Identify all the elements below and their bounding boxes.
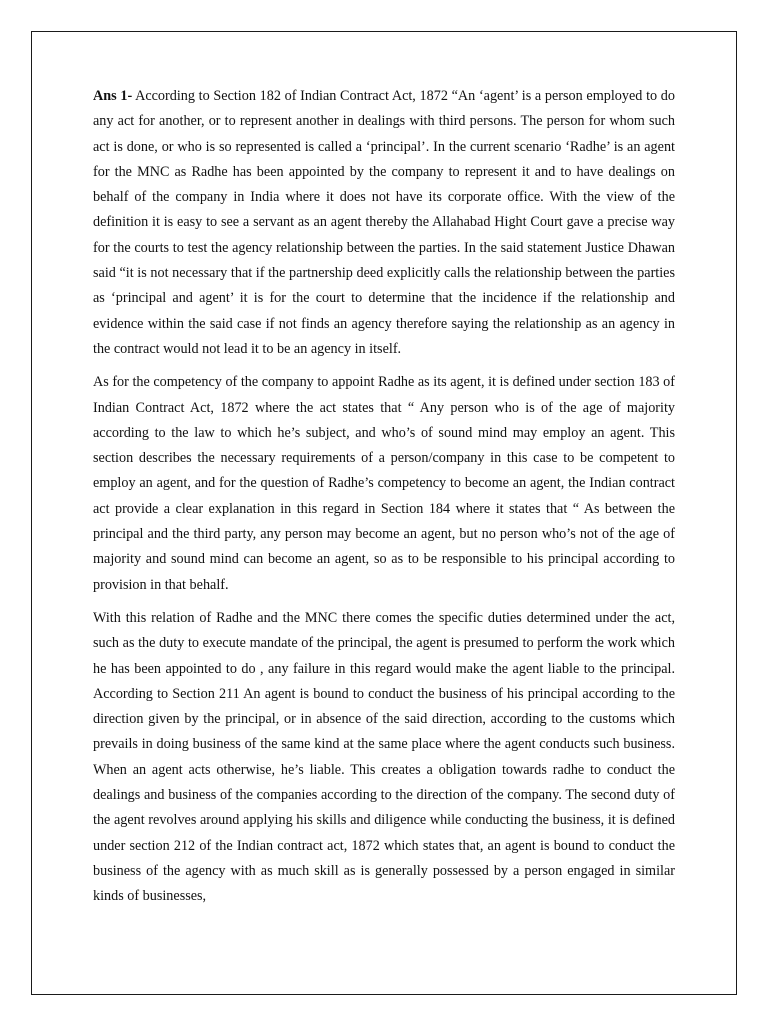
paragraph-answer-intro xyxy=(93,84,675,362)
paragraph-competency: As for the competency of the company to appoint Radhe as its agent, it is defined under section 183 of Indian Contract Act, 1872 where the act states that “ Any person who is of the age of majority according to the law to which he’s subject, and who’s of sound mind may employ an agent. This section describes the necessary requirements of a person/company in this case to be competent to employ an agent, and for the question of Radhe’s competency to become an agent, the Indian contract act provide a clear explanation in this regard in Section 184 where it states that “ As between the principal and the third party, any person may become an agent, but no person who’s not of the age of majority and sound mind can become an agent, so as to be responsible to his principal according to provision in that behalf. xyxy=(93,374,675,593)
answer-label: Ans 1- xyxy=(93,88,133,104)
paragraph-1-text: According to Section 182 of Indian Contract Act, 1872 “An ‘agent’ is a person employed to do any act for another, or to represent another in dealings with third persons. The person for whom such act is done, or who is so represented is called a ‘principal’. In the current scenario ‘Radhe’ is an agent for the MNC as Radhe has been appointed by the company to represent it and to have dealings on behalf of the company in India where it does not have its corporate office. With the view of the definition it is easy to see a servant as an agent thereby the Allahabad Hight Court gave a precise way for the courts to test the agency relationship between the parties. In the said statement Justice Dhawan said “it is not necessary that if the partnership deed explicitly calls the relationship between the parties as ‘principal and agent’ it is for the court to determine that the incidence if the relationship and evidence within the said case if not finds an agency therefore saying the relationship as an agency in the contract would not lead it to be an agency in itself. xyxy=(93,88,675,357)
paragraph-duties: With this relation of Radhe and the MNC there comes the specific duties determined under the act, such as the duty to execute mandate of the principal, the agent is presumed to perform the work which he has been appointed to do , any failure in this regard would make the agent liable to the principal. According to Section 211 An agent is bound to conduct the business of his principal according to the direction given by the principal, or in absence of the said direction, according to the customs which prevails in doing business of the same kind at the same place where the agent conducts such business. When an agent acts otherwise, he’s liable. This creates a obligation towards radhe to conduct the dealings and business of the companies according to the direction of the company. The second duty of the agent revolves around applying his skills and diligence while conducting the business, it is defined under section 212 of the Indian contract act, 1872 which states that, an agent is bound to conduct the business of the agency with as much skill as is generally possessed by a person engaged in similar kinds of businesses, xyxy=(93,609,675,905)
document-body xyxy=(93,84,675,918)
